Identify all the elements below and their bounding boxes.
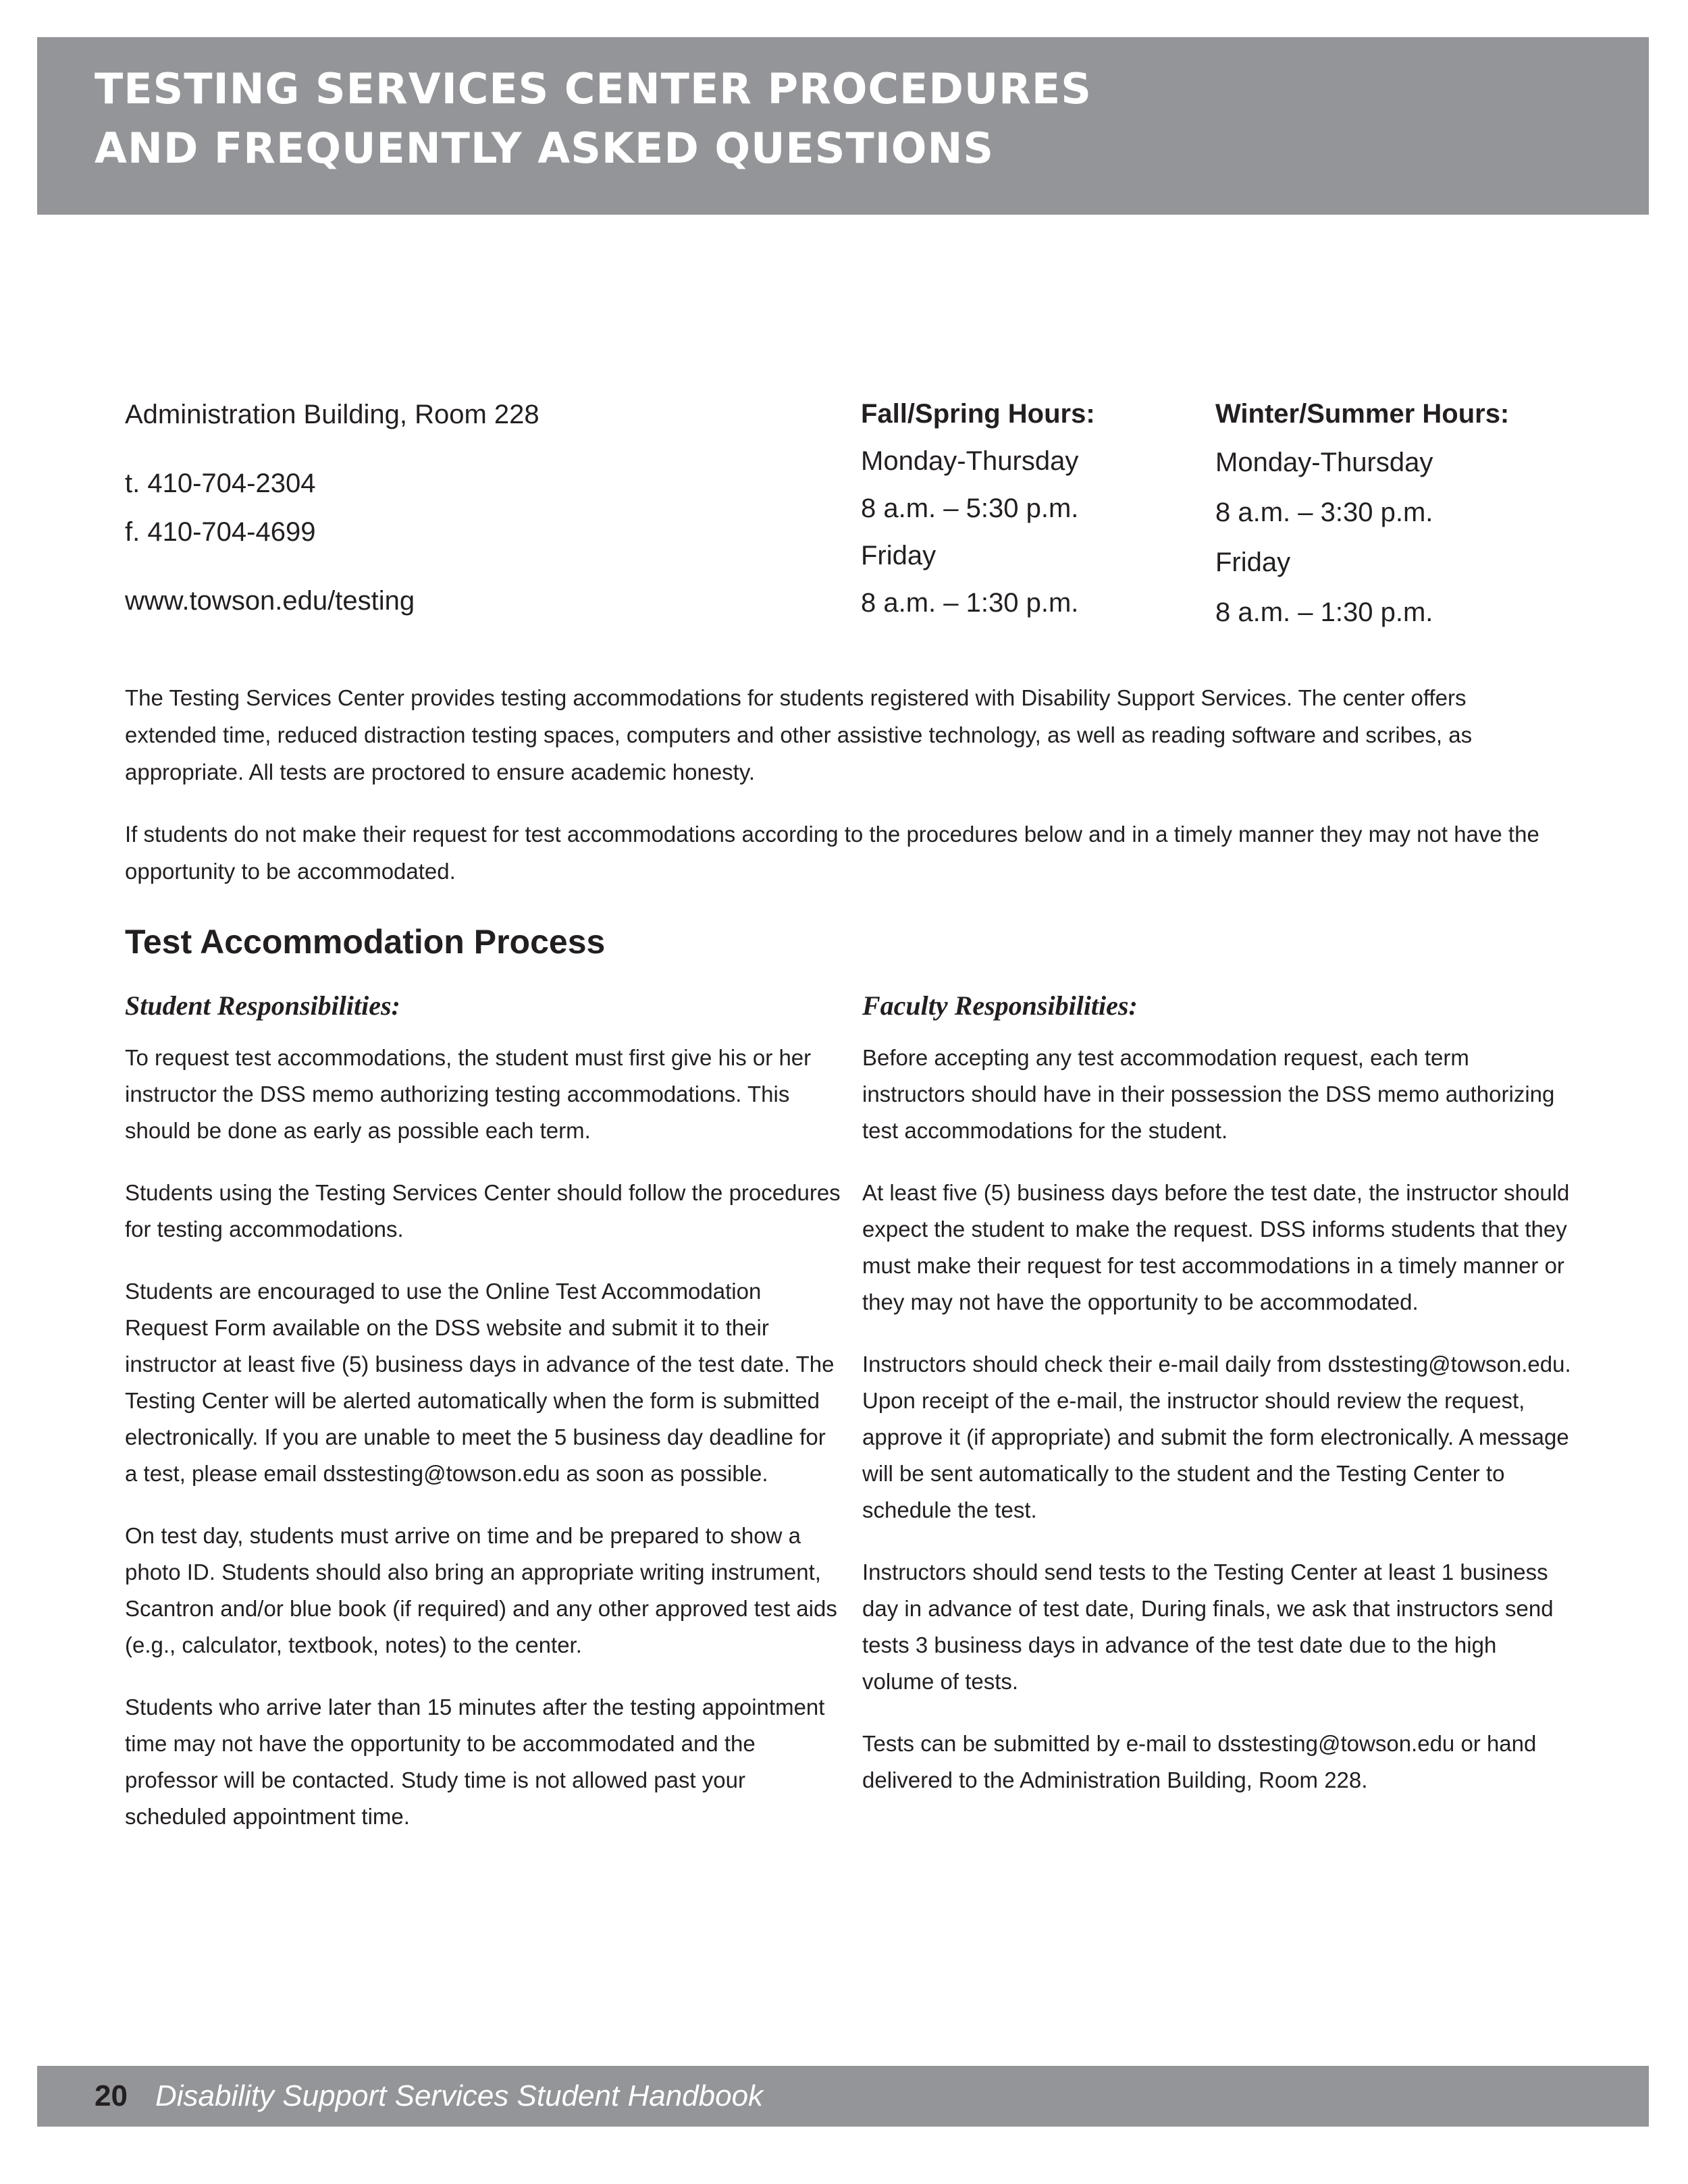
hours-line: 8 a.m. – 1:30 p.m. — [1215, 597, 1433, 627]
student-paragraph: Students who arrive later than 15 minutes after the testing appointment time may not have the opportunity to be accommodated and the professor will be contacted. Study time is not allowed past your scheduled appointment time. — [125, 1695, 825, 1829]
hours-line: Friday — [1215, 548, 1291, 577]
hours-line: 8 a.m. – 1:30 p.m. — [861, 588, 1079, 618]
fall-spring-hours — [861, 390, 1095, 627]
intro-paragraph: The Testing Services Center provides testing accommodations for students registered with Disability Support Services. The center offers extended time, reduced distraction testing spaces, computers and other assistive technology, as well as reading software and scribes, as appropriate. All tests are proctored to ensure academic honesty. — [125, 685, 1473, 784]
student-paragraph: Students are encouraged to use the Online Test Accommodation Request Form available on the DSS website and submit it to their instructor at least five (5) business days in advance of the test date. The Testing Center will be alerted automatically when the form is submitted electronically. If you are unable to meet the 5 business day deadline for a test, please email dsstesting@towson.edu as soon as possible. — [125, 1279, 835, 1486]
faculty-paragraph: Before accepting any test accommodation request, each term instructors should have in their possession the DSS memo authorizing test accommodations for the student. — [862, 1045, 1555, 1143]
faculty-responsibilities — [862, 986, 1571, 1824]
winter-summer-hours-heading: Winter/Summer Hours: — [1215, 399, 1510, 429]
page-title — [95, 59, 1092, 178]
faculty-paragraph: Instructors should send tests to the Testing Center at least 1 business day in advance of test date, During finals, we ask that instructors send tests 3 business days in advance of the test date due to the high volume of tests. — [862, 1560, 1554, 1694]
hours-line: Monday-Thursday — [1215, 448, 1433, 477]
section-heading: Test Accommodation Process — [125, 923, 606, 961]
winter-summer-hours — [1215, 390, 1509, 637]
page-number: 20 — [95, 2079, 128, 2112]
page-title-line-1: TESTING SERVICES CENTER PROCEDURES — [95, 64, 1092, 113]
footer-title: Disability Support Services Student Handbook — [155, 2079, 764, 2112]
faculty-paragraph: Instructors should check their e-mail daily from dsstesting@towson.edu. Upon receipt of the e-mail, the instructor should review the request, approve it (if appropriate) and submit the form electronically. A message will be sent automatically to the student and the Testing Center to schedule the test. — [862, 1352, 1571, 1522]
student-responsibilities — [125, 986, 841, 1861]
student-responsibilities-heading: Student Responsibilities: — [125, 990, 400, 1021]
intro-paragraph: If students do not make their request for test accommodations according to the procedures below and in a timely manner they may not have the opportunity to be accommodated. — [125, 822, 1539, 884]
faculty-paragraph: At least five (5) business days before the test date, the instructor should expect the student to make the request. DSS informs students that they must make their request for test accommodations in a timely manner or they may not have the opportunity to be accommodated. — [862, 1180, 1570, 1314]
contact-address: Administration Building, Room 228 — [125, 400, 539, 429]
contact-info — [125, 390, 539, 625]
hours-line: 8 a.m. – 3:30 p.m. — [1215, 498, 1433, 527]
faculty-paragraph: Tests can be submitted by e-mail to dsstesting@towson.edu or hand delivered to the Administration Building, Room 228. — [862, 1731, 1537, 1792]
page-title-line-2: AND FREQUENTLY ASKED QUESTIONS — [95, 124, 995, 173]
hours-line: Friday — [861, 541, 937, 570]
hours-line: Monday-Thursday — [861, 446, 1079, 476]
fall-spring-hours-heading: Fall/Spring Hours: — [861, 399, 1095, 429]
student-paragraph: Students using the Testing Services Center should follow the procedures for testing accommodations. — [125, 1180, 841, 1242]
hours-line: 8 a.m. – 5:30 p.m. — [861, 494, 1079, 523]
student-paragraph: On test day, students must arrive on time and be prepared to show a photo ID. Students should also bring an appropriate writing instrument, Scantron and/or blue book (if required) and any other approved test aids (e.g., calculator, textbook, notes) to the center. — [125, 1523, 837, 1657]
contact-fax: f. 410-704-4699 — [125, 517, 316, 547]
contact-website: www.towson.edu/testing — [125, 586, 415, 616]
faculty-responsibilities-heading: Faculty Responsibilities: — [862, 990, 1138, 1021]
student-paragraph: To request test accommodations, the student must first give his or her instructor the DSS memo authorizing testing accommodations. This should be done as early as possible each term. — [125, 1045, 812, 1143]
contact-phone: t. 410-704-2304 — [125, 469, 316, 498]
